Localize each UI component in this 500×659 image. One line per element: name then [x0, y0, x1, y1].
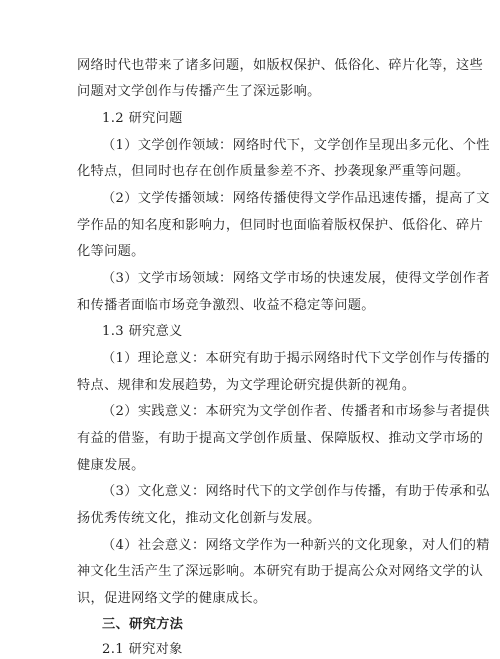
chapter-heading: 三、研究方法 — [102, 617, 184, 632]
paragraph-line: 识，促进网络文学的健康成长。 — [77, 591, 267, 606]
paragraph-line: 健康发展。 — [77, 458, 145, 473]
paragraph-line: 化特点，但同时也存在创作质量参差不齐、抄袭现象严重等问题。 — [77, 164, 470, 179]
section-heading-1-3: 1.3 研究意义 — [102, 324, 183, 339]
paragraph-line: 扬优秀传统文化，推动文化创新与发展。 — [77, 511, 321, 526]
paragraph-line: 有益的借鉴，有助于提高文学创作质量、保障版权、推动文学市场的 — [77, 431, 484, 446]
section-heading-1-2: 1.2 研究问题 — [102, 111, 183, 126]
paragraph-line: 网络时代也带来了诸多问题，如版权保护、低俗化、碎片化等，这些 — [77, 58, 484, 73]
paragraph-line: （4）社会意义：网络文学作为一种新兴的文化现象，对人们的精 — [102, 538, 490, 553]
paragraph-line: （3）文化意义：网络时代下的文学创作与传播，有助于传承和弘 — [102, 484, 490, 499]
paragraph-line: （1）理论意义：本研究有助于揭示网络时代下文学创作与传播的 — [102, 351, 490, 366]
paragraph-line: 和传播者面临市场竞争激烈、收益不稳定等问题。 — [77, 298, 375, 313]
paragraph-line: 学作品的知名度和影响力，但同时也面临着版权保护、低俗化、碎片 — [77, 218, 484, 233]
section-heading-2-1: 2.1 研究对象 — [102, 642, 183, 657]
paragraph-line: 问题对文学创作与传播产生了深远影响。 — [77, 84, 321, 99]
paragraph-line: （3）文学市场领域：网络文学市场的快速发展，使得文学创作者 — [102, 271, 490, 286]
paragraph-line: （1）文学创作领域：网络时代下，文学创作呈现出多元化、个性 — [102, 138, 490, 153]
paragraph-line: 神文化生活产生了深远影响。本研究有助于提高公众对网络文学的认 — [77, 564, 484, 579]
paragraph-line: （2）实践意义：本研究为文学创作者、传播者和市场参与者提供 — [102, 404, 490, 419]
paragraph-line: （2）文学传播领域：网络传播使得文学作品迅速传播，提高了文 — [102, 191, 490, 206]
paragraph-line: 特点、规律和发展趋势，为文学理论研究提供新的视角。 — [77, 378, 416, 393]
paragraph-line: 化等问题。 — [77, 244, 145, 259]
